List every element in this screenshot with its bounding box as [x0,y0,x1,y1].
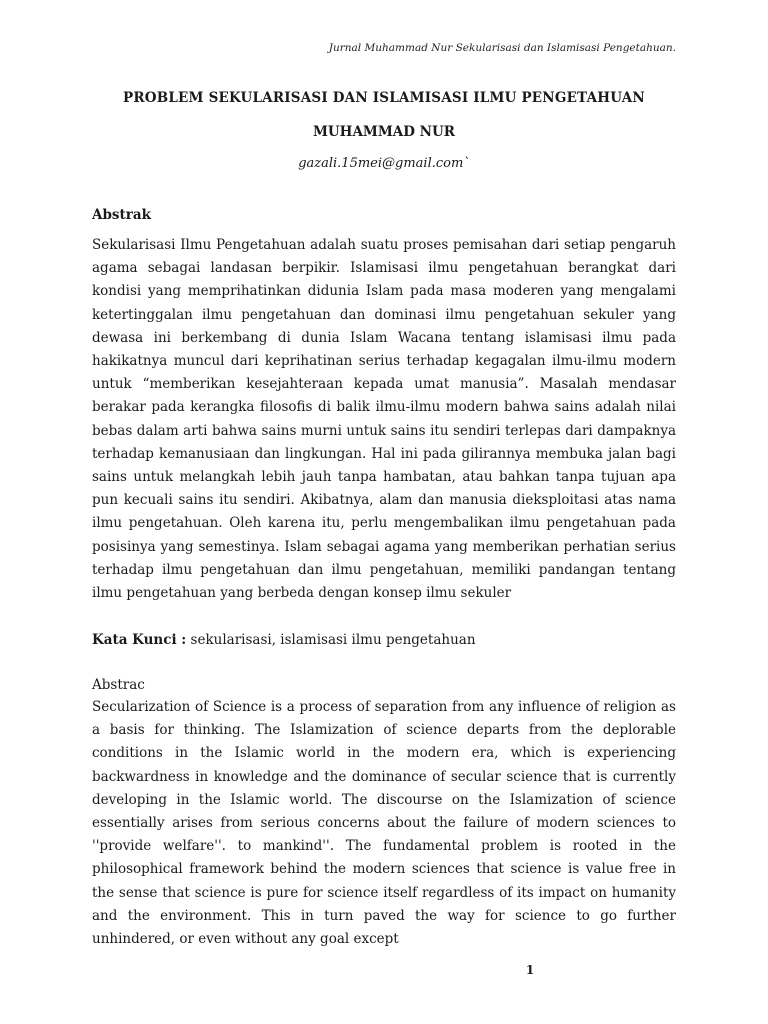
abstract-heading: Abstrac [92,677,145,693]
abstract-body: Secularization of Science is a process of separation from any influence of religion as a basis for thinking. The Islamization of science departs from the deplorable conditions in the Islamic world in the modern era, which is experiencing backwardness in knowledge and the dominance of secular science that is currently developing in the Islamic world. The discourse on the Islamization of science essentially arises from serious concerns about the failure of modern sciences to ''provide welfare''. to mankind''. The fundamental problem is rooted in the philosophical framework behind the modern sciences that science is value free in the sense that science is pure for science itself regardless of its impact on humanity and the environment. This in turn paved the way for science to go further unhindered, or even without any goal except [92,699,676,948]
author-name: MUHAMMAD NUR [312,124,456,140]
abstrak-heading: Abstrak [92,207,151,223]
keywords-label: Kata Kunci : [92,632,187,648]
abstrak-body: Sekularisasi Ilmu Pengetahuan adalah suatu proses pemisahan dari setiap pengaruh agama sebagai landasan berpikir. Islamisasi ilmu pengetahuan berangkat dari kondisi yang memprihatinkan didunia Islam pada masa moderen yang mengalami ketertinggalan ilmu pengetahuan dan dominasi ilmu pengetahuan sekuler yang dewasa ini berkembang di dunia Islam Wacana tentang islamisasi ilmu pada hakikatnya muncul dari keprihatinan serius terhadap kegagalan ilmu-ilmu modern untuk “memberikan kesejahteraan kepada umat manusia”. Masalah mendasar berakar pada kerangka filosofis di balik ilmu-ilmu modern bahwa sains adalah nilai bebas dalam arti bahwa sains murni untuk sains itu sendiri terlepas dari dampaknya terhadap kemanusiaan dan lingkungan. Hal ini pada gilirannya membuka jalan bagi sains untuk melangkah lebih jauh tanpa hambatan, atau bahkan tanpa tujuan apa pun kecuali sains itu sendiri. Akibatnya, alam dan manusia dieksploitasi atas nama ilmu pengetahuan. Oleh karena itu, perlu mengembalikan ilmu pengetahuan pada posisinya yang semestinya. Islam sebagai agama yang memberikan perhatian serius terhadap ilmu pengetahuan dan ilmu pengetahuan, memiliki pandangan tentang ilmu pengetahuan yang berbeda dengan konsep ilmu sekuler [92,237,676,602]
page-number: 1 [525,963,535,977]
paper-title: PROBLEM SEKULARISASI DAN ISLAMISASI ILMU PENGETAHUAN [123,90,645,106]
keywords-line [92,629,676,652]
keywords-text: sekularisasi, islamisasi ilmu pengetahuan [186,632,476,648]
running-head: Jurnal Muhammad Nur Sekularisasi dan Islamisasi Pengetahuan. [328,42,676,54]
author-email: gazali.15mei@gmail.com` [298,156,470,171]
